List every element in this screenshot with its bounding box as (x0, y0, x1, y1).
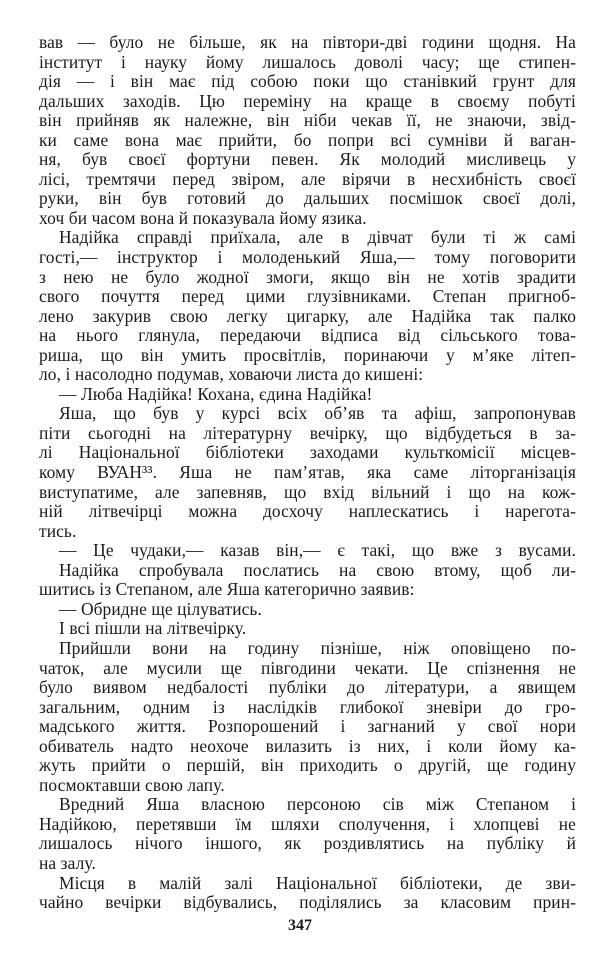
text-line: Прийшли вони на годину пізніше, ніж оповіщено по- (59, 637, 576, 658)
text-line: тись. (39, 520, 77, 541)
page-number: 347 (288, 917, 312, 934)
text-line: ній літвечірці можна досхочу наплескатись і нарегота- (39, 501, 576, 522)
text-line: інститут і науку йому лишалось доволі часу; ще стипен- (39, 51, 576, 72)
text-line: виступатиме, але запевняв, що вхід вільний і що на кож- (39, 481, 576, 502)
text-line: — Це чудаки,— казав він,— є такі, що вже з вусами. (59, 540, 576, 561)
text-line: Яша, що був у курсі всіх об’яв та афіш, запропонував (59, 403, 576, 424)
text-line: загальним, одним із наслідків глибокої зневіри до гро- (39, 696, 576, 717)
text-line: Надійка спробувала послатись на свою втому, щоб ли- (59, 559, 576, 580)
text-line: жуть прийти о першій, він приходить о другій, ще годину (39, 755, 576, 776)
text-line: мадського життя. Розпорошений і загнаний у свої нори (39, 716, 576, 737)
text-line: дальших заходів. Цю переміну на краще в своєму побуті (39, 90, 576, 111)
text-line: Надійка справді приїхала, але в дівчат були ті ж самі (59, 227, 576, 248)
text-line: було виявом недбалості публіки до літератури, а явищем (39, 677, 576, 698)
text-line: лісі, тремтячи перед звіром, але вірячи в несхибність своєї (39, 168, 576, 189)
text-line: чаток, але мусили ще півгодини чекати. Це спізнення не (39, 657, 576, 678)
page-text-body (39, 33, 576, 913)
text-line: вав — було не більше, як на півтори-дві години щодня. На (39, 32, 576, 52)
text-line: ло, і насолодно подумав, ховаючи листа до кишені: (39, 364, 424, 385)
text-line: лі Національної бібліотеки заходами культкомісії місцев- (39, 442, 576, 463)
text-line: Вредний Яша власною персоною сів між Степаном і (59, 794, 576, 815)
text-line: обиватель надто неохоче вилазить із них, і коли йому ка- (39, 735, 576, 756)
text-line: чайно вечірки відбувались, поділялись за класовим прин- (39, 892, 576, 913)
text-line: хоч би часом вона й показувала йому язика. (39, 207, 367, 228)
text-line: Надійкою, перетявши їм шляхи сполучення, і хлопцеві не (39, 813, 576, 834)
text-line: дія — і він має під собою поки що станівкий грунт для (39, 71, 576, 92)
text-line: риша, що він умить просвітлів, поринаючи у м’яке літеп- (39, 344, 576, 365)
text-line: гості,— інструктор і молоденький Яша,— тому поговорити (39, 247, 576, 268)
text-line: лено закурив свою легку цигарку, але Надійка так палко (39, 305, 576, 326)
text-line: на залу. (39, 852, 96, 873)
text-line: піти сьогодні на літературну вечірку, що відбудеться в за- (39, 422, 576, 443)
text-line: з нею не було жодної змоги, якщо він не хотів зрадити (39, 266, 576, 287)
text-line: ня, був своєї фортуни певен. Як молодий мисливець у (39, 149, 576, 170)
text-line: посмоктавши свою лапу. (39, 774, 225, 795)
text-line: ки саме вона має прийти, бо попри всі сумніви й ваган- (39, 129, 576, 150)
text-line: — Обридне ще цілуватись. (59, 598, 262, 619)
text-line: Місця в малій залі Національної бібліотеки, де зви- (59, 872, 576, 893)
text-line: лишалось нічого іншого, як роздивлятись на публіку й (39, 833, 576, 854)
text-line: на нього глянула, передаючи відписа від сільського това- (39, 325, 576, 346)
text-line: він прийняв як належне, він ніби чекав її, не знаючи, звід- (39, 110, 576, 131)
text-line: руки, він був готовий до дальших посмішок своєї долі, (39, 188, 576, 209)
text-line: шитись із Степаном, але Яша категорично заявив: (39, 579, 415, 600)
text-line: свого почуття перед цими глузівниками. Степан пригноб- (39, 286, 576, 307)
text-line: кому ВУАН³³. Яша не пам’ятав, яка саме літорганізація (39, 462, 576, 483)
text-line: — Люба Надійка! Кохана, єдина Надійка! (59, 383, 373, 404)
text-line: І всі пішли на літвечірку. (59, 618, 247, 639)
